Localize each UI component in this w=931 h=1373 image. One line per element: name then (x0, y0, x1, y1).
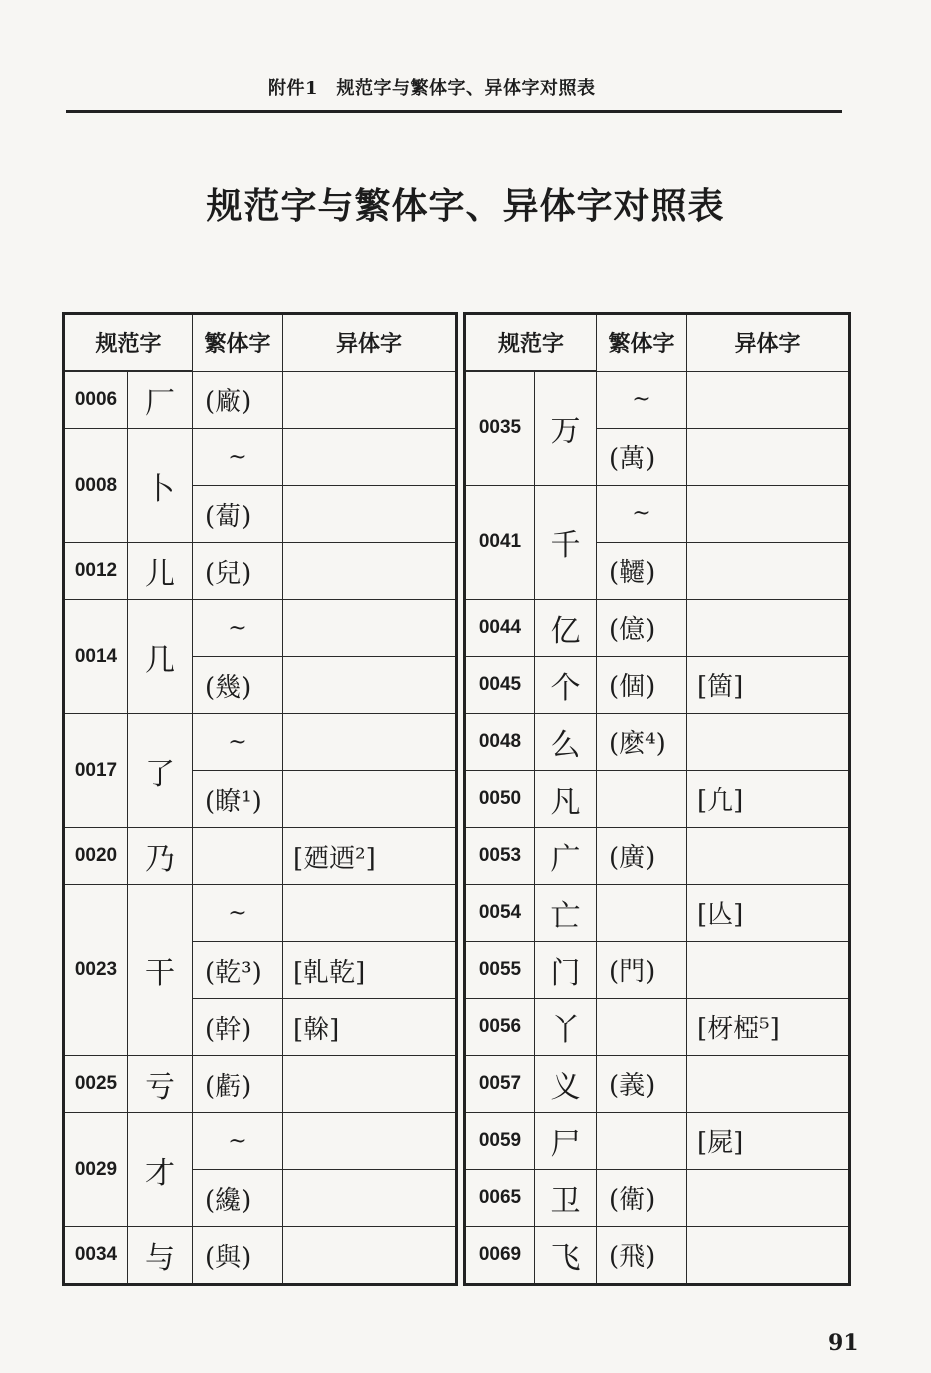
entry-code: 0041 (465, 485, 535, 599)
standard-char: 亡 (535, 884, 597, 941)
variant-char (283, 429, 457, 486)
entry-code: 0045 (465, 656, 535, 713)
variant-char (283, 714, 457, 771)
variant-char (283, 885, 457, 942)
standard-char: 卫 (535, 1169, 597, 1226)
standard-char: 亿 (535, 599, 597, 656)
standard-char: 与 (128, 1227, 193, 1285)
traditional-char: (萬) (597, 428, 687, 485)
standard-char: 尸 (535, 1112, 597, 1169)
standard-char: 个 (535, 656, 597, 713)
entry-code: 0034 (64, 1227, 128, 1285)
entry-code: 0054 (465, 884, 535, 941)
entry-code: 0029 (64, 1113, 128, 1227)
comparison-table-right (463, 312, 851, 1286)
traditional-char: (瞭¹) (193, 771, 283, 828)
entry-code: 0065 (465, 1169, 535, 1226)
entry-code: 0025 (64, 1056, 128, 1113)
standard-char: 厂 (128, 371, 193, 429)
standard-char: 凡 (535, 770, 597, 827)
variant-char (687, 1226, 850, 1284)
comparison-table-left (62, 312, 458, 1286)
variant-char (687, 371, 850, 428)
table-row (465, 1055, 850, 1112)
variant-char (283, 771, 457, 828)
traditional-char: ~ (193, 429, 283, 486)
variant-char (687, 542, 850, 599)
variant-char (687, 428, 850, 485)
table-row (465, 998, 850, 1055)
traditional-char: (韆) (597, 542, 687, 599)
table-row (64, 1227, 457, 1285)
standard-char: 儿 (128, 543, 193, 600)
entry-code: 0048 (465, 713, 535, 770)
entry-code: 0056 (465, 998, 535, 1055)
traditional-char: (廣) (597, 827, 687, 884)
header-traditional: 繁体字 (193, 314, 283, 372)
variant-char (687, 941, 850, 998)
traditional-char: (與) (193, 1227, 283, 1285)
table-row (465, 884, 850, 941)
traditional-char: ~ (193, 1113, 283, 1170)
standard-char: 才 (128, 1113, 193, 1227)
header-rule (66, 110, 842, 113)
standard-char: 亏 (128, 1056, 193, 1113)
table-row (465, 941, 850, 998)
standard-char: 广 (535, 827, 597, 884)
variant-char (687, 599, 850, 656)
variant-char (283, 1227, 457, 1285)
entry-code: 0008 (64, 429, 128, 543)
variant-char: [榦] (283, 999, 457, 1056)
variant-char (283, 657, 457, 714)
standard-char: 几 (128, 600, 193, 714)
variant-char (687, 827, 850, 884)
table-row (465, 1169, 850, 1226)
variant-char: [箇] (687, 656, 850, 713)
variant-char: [枒椏⁵] (687, 998, 850, 1055)
header-variant: 异体字 (283, 314, 457, 372)
table-row (465, 371, 850, 428)
standard-char: 了 (128, 714, 193, 828)
variant-char (283, 543, 457, 600)
variant-char (283, 486, 457, 543)
variant-char (687, 713, 850, 770)
variant-char: [亾] (687, 884, 850, 941)
entry-code: 0012 (64, 543, 128, 600)
header-traditional: 繁体字 (597, 314, 687, 372)
variant-char (283, 1113, 457, 1170)
variant-char (687, 1055, 850, 1112)
traditional-char: (門) (597, 941, 687, 998)
variant-char (687, 485, 850, 542)
standard-char: 万 (535, 371, 597, 485)
variant-char: [凢] (687, 770, 850, 827)
table-row (465, 599, 850, 656)
traditional-char: (義) (597, 1055, 687, 1112)
standard-char: 乃 (128, 828, 193, 885)
entry-code: 0053 (465, 827, 535, 884)
table-row (465, 827, 850, 884)
header-standard: 规范字 (64, 314, 193, 372)
header-variant: 异体字 (687, 314, 850, 372)
entry-code: 0023 (64, 885, 128, 1056)
traditional-char (193, 828, 283, 885)
variant-char (283, 1056, 457, 1113)
table-row (64, 1113, 457, 1170)
entry-code: 0069 (465, 1226, 535, 1284)
standard-char: 么 (535, 713, 597, 770)
table-row (465, 770, 850, 827)
running-head: 附件1 规范字与繁体字、异体字对照表 (268, 78, 596, 99)
traditional-char (597, 770, 687, 827)
entry-code: 0044 (465, 599, 535, 656)
traditional-char: (億) (597, 599, 687, 656)
table-row (465, 713, 850, 770)
standard-char: 门 (535, 941, 597, 998)
standard-char: 飞 (535, 1226, 597, 1284)
traditional-char: (蔔) (193, 486, 283, 543)
entry-code: 0020 (64, 828, 128, 885)
variant-char: [廼迺²] (283, 828, 457, 885)
entry-code: 0035 (465, 371, 535, 485)
variant-char (283, 1170, 457, 1227)
standard-char: 丫 (535, 998, 597, 1055)
standard-char: 干 (128, 885, 193, 1056)
traditional-char: (廠) (193, 371, 283, 429)
table-row (64, 714, 457, 771)
traditional-char: (乾³) (193, 942, 283, 999)
table-row (465, 1226, 850, 1284)
header-standard: 规范字 (465, 314, 597, 372)
table-row (465, 485, 850, 542)
variant-char (283, 600, 457, 657)
standard-char: 卜 (128, 429, 193, 543)
traditional-char (597, 1112, 687, 1169)
traditional-char: ~ (193, 885, 283, 942)
table-row (64, 828, 457, 885)
traditional-char (597, 998, 687, 1055)
traditional-char: (衛) (597, 1169, 687, 1226)
entry-code: 0006 (64, 371, 128, 429)
traditional-char (597, 884, 687, 941)
entry-code: 0050 (465, 770, 535, 827)
variant-char (283, 371, 457, 429)
table-row (465, 656, 850, 713)
variant-char: [乹乾] (283, 942, 457, 999)
table-row (64, 371, 457, 429)
table-row (64, 429, 457, 486)
traditional-char: ~ (193, 600, 283, 657)
table-row (64, 600, 457, 657)
table-row (64, 1056, 457, 1113)
traditional-char: (纔) (193, 1170, 283, 1227)
variant-char: [屍] (687, 1112, 850, 1169)
standard-char: 义 (535, 1055, 597, 1112)
standard-char: 千 (535, 485, 597, 599)
entry-code: 0059 (465, 1112, 535, 1169)
entry-code: 0055 (465, 941, 535, 998)
traditional-char: (飛) (597, 1226, 687, 1284)
variant-char (687, 1169, 850, 1226)
page-title: 规范字与繁体字、异体字对照表 (206, 186, 725, 227)
traditional-char: (兒) (193, 543, 283, 600)
traditional-char: (虧) (193, 1056, 283, 1113)
entry-code: 0017 (64, 714, 128, 828)
traditional-char: ~ (193, 714, 283, 771)
traditional-char: (幾) (193, 657, 283, 714)
table-row (465, 1112, 850, 1169)
traditional-char: (麽⁴) (597, 713, 687, 770)
table-row (64, 885, 457, 942)
entry-code: 0014 (64, 600, 128, 714)
traditional-char: ~ (597, 485, 687, 542)
traditional-char: (個) (597, 656, 687, 713)
entry-code: 0057 (465, 1055, 535, 1112)
page-number: 91 (828, 1330, 859, 1356)
traditional-char: (幹) (193, 999, 283, 1056)
traditional-char: ~ (597, 371, 687, 428)
table-row (64, 543, 457, 600)
